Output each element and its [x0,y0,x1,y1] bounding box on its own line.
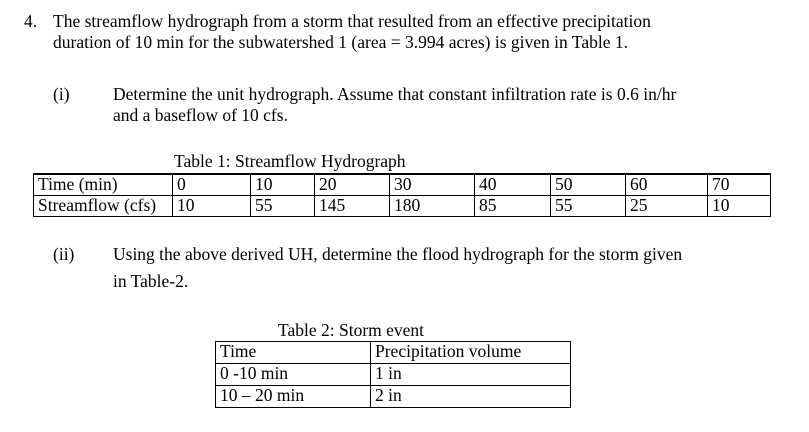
table2-caption: Table 2: Storm event [278,320,425,340]
table-cell: 25 [626,196,708,217]
table-cell: 70 [708,174,771,196]
table-cell: 10 [173,196,251,217]
table1-caption: Table 1: Streamflow Hydrograph [174,151,406,171]
part-ii-line-2: in Table-2. [113,271,189,291]
table-row [34,196,771,217]
table-cell: 0 [173,174,251,196]
part-ii-marker: (ii) [53,244,75,264]
table-cell: 85 [475,196,551,217]
table-cell: 20 [315,174,390,196]
table-cell: 2 in [371,386,571,408]
problem-line-1: The streamflow hydrograph from a storm that resulted from an effective precipitation [53,11,651,31]
table-cell: 55 [251,196,315,217]
problem-number: 4. [24,11,38,31]
table-row [216,342,571,364]
table-row [34,174,771,196]
table-cell: 50 [551,174,626,196]
table-cell: 0 -10 min [216,364,371,386]
table-row [216,386,571,408]
table-cell: 55 [551,196,626,217]
table-cell: Precipitation volume [371,342,571,364]
table-cell: 180 [390,196,475,217]
part-i-line-1: Determine the unit hydrograph. Assume that constant infiltration rate is 0.6 in/hr [113,84,677,104]
table-cell: Streamflow (cfs) [34,196,173,217]
table-cell: Time [216,342,371,364]
table-cell: 10 – 20 min [216,386,371,408]
part-i-marker: (i) [53,84,70,104]
table-cell: 10 [251,174,315,196]
streamflow-table [33,173,771,217]
problem-line-2: duration of 10 min for the subwatershed 1 (area = 3.994 acres) is given in Table 1. [53,32,628,52]
table-cell: 10 [708,196,771,217]
table-cell: 1 in [371,364,571,386]
table-cell: 30 [390,174,475,196]
table-cell: 145 [315,196,390,217]
part-ii-line-1: Using the above derived UH, determine the flood hydrograph for the storm given [113,244,683,264]
table-cell: Time (min) [34,174,173,196]
table-row [216,364,571,386]
part-i-line-2: and a baseflow of 10 cfs. [113,105,288,125]
table-cell: 60 [626,174,708,196]
table-cell: 40 [475,174,551,196]
storm-event-table [215,341,571,408]
